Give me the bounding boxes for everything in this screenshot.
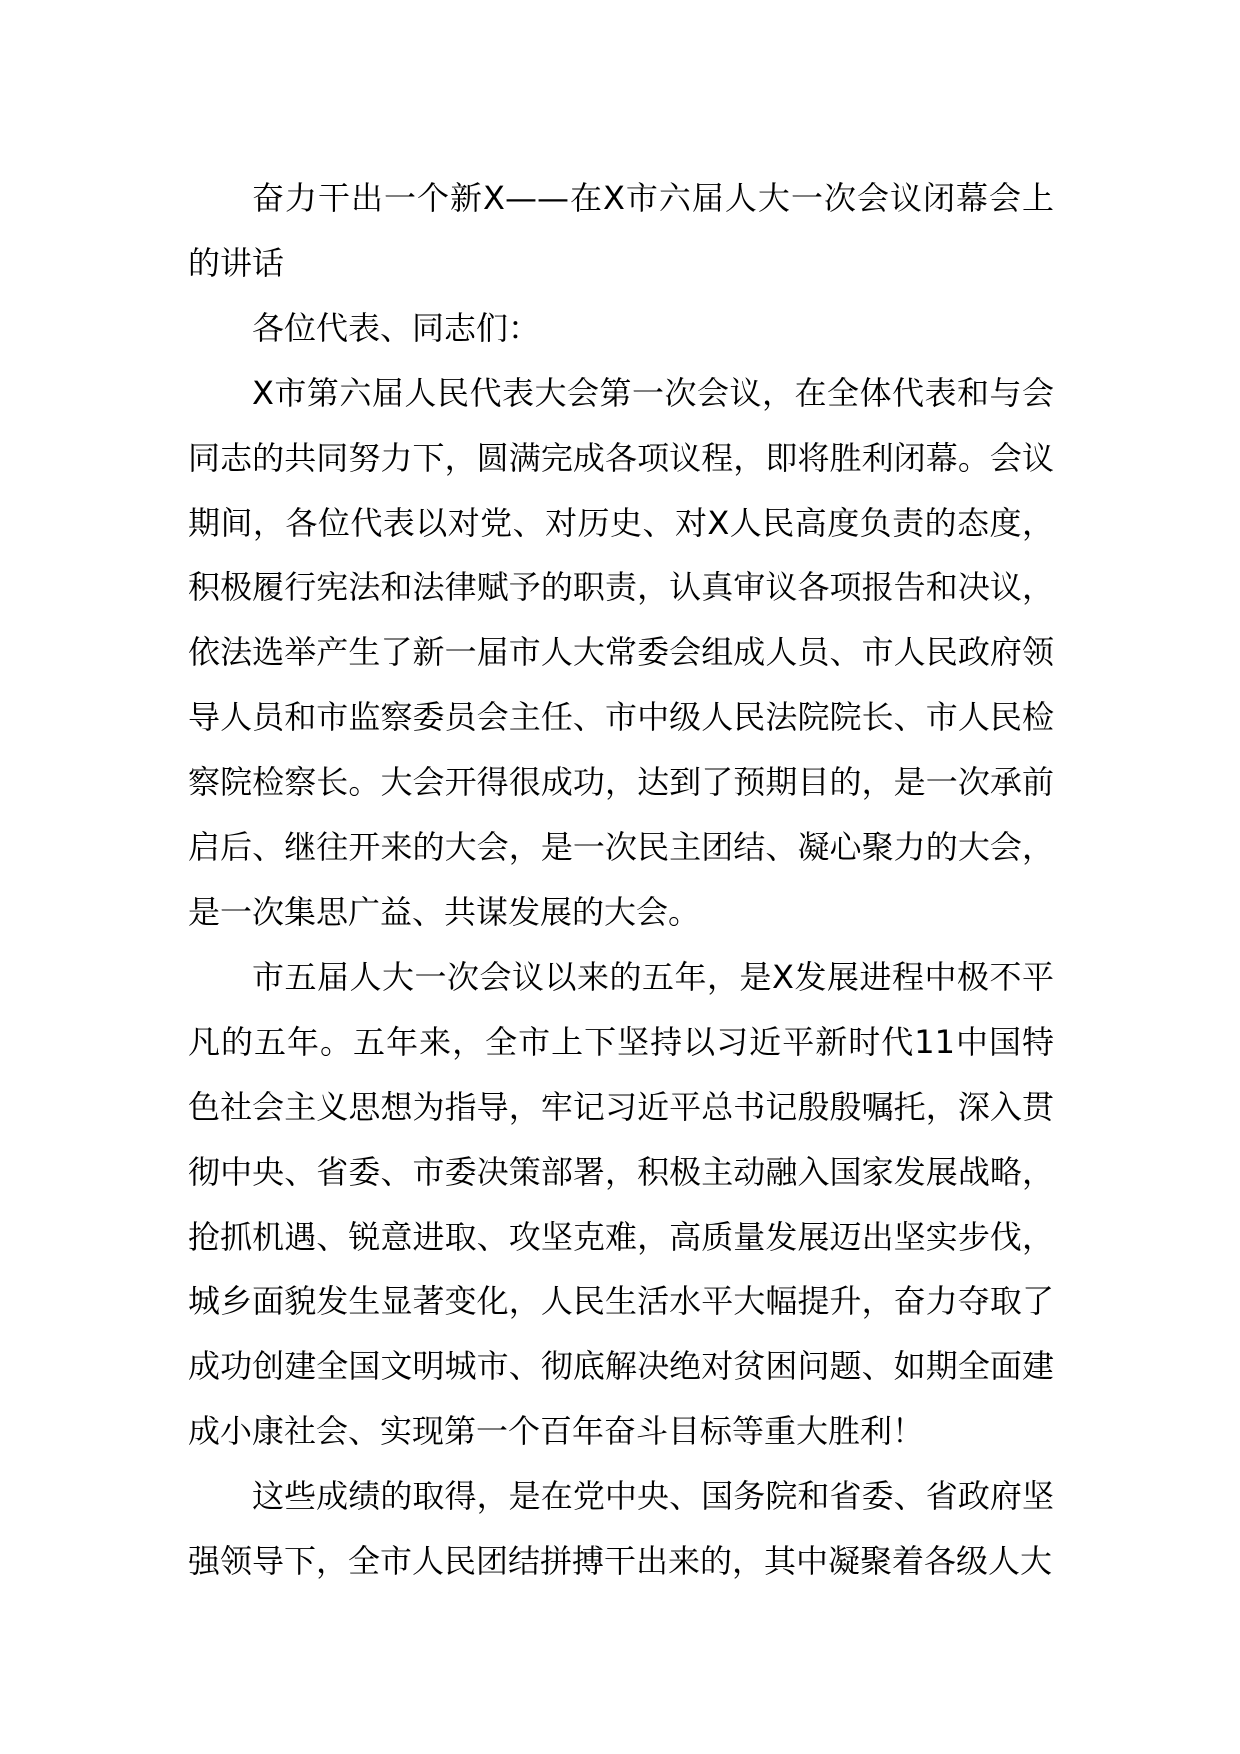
salutation: 各位代表、同志们： <box>252 308 541 347</box>
body-paragraph-2: 市五届人大一次会议以来的五年，是X发展进程中极不平凡的五年。五年来，全市上下坚持以习近平新时代11中国特色社会主义思想为指导，牢记习近平总书记殷殷嘱托，深入贯彻中央、省委、市委决策部署，积极主动融入国家发展战略，抢抓机遇、锐意进取、攻坚克难，高质量发展迈出坚实步伐，城乡面貌发生显著变化，人民生活水平大幅提升，奋力夺取了成功创建全国文明城市、彻底解决绝对贫困问题、如期全面建成小康社会、实现第一个百年奋斗目标等重大胜利！ <box>188 957 1054 1451</box>
document-body <box>188 166 1054 1594</box>
body-paragraph-1: X市第六届人民代表大会第一次会议，在全体代表和与会同志的共同努力下，圆满完成各项议程，即将胜利闭幕。会议期间，各位代表以对党、对历史、对X人民高度负责的态度，积极履行宪法和法律赋予的职责，认真审议各项报告和决议，依法选举产生了新一届市人大常委会组成人员、市人民政府领导人员和市监察委员会主任、市中级人民法院院长、市人民检察院检察长。大会开得很成功，达到了预期目的，是一次承前启后、继往开来的大会，是一次民主团结、凝心聚力的大会，是一次集思广益、共谋发展的大会。 <box>188 373 1054 931</box>
body-paragraph-3: 这些成绩的取得，是在党中央、国务院和省委、省政府坚强领导下，全市人民团结拼搏干出来的，其中凝聚着各级人大 <box>188 1477 1054 1581</box>
document-title: 奋力干出一个新X——在X市六届人大一次会议闭幕会上的讲话 <box>188 179 1054 282</box>
